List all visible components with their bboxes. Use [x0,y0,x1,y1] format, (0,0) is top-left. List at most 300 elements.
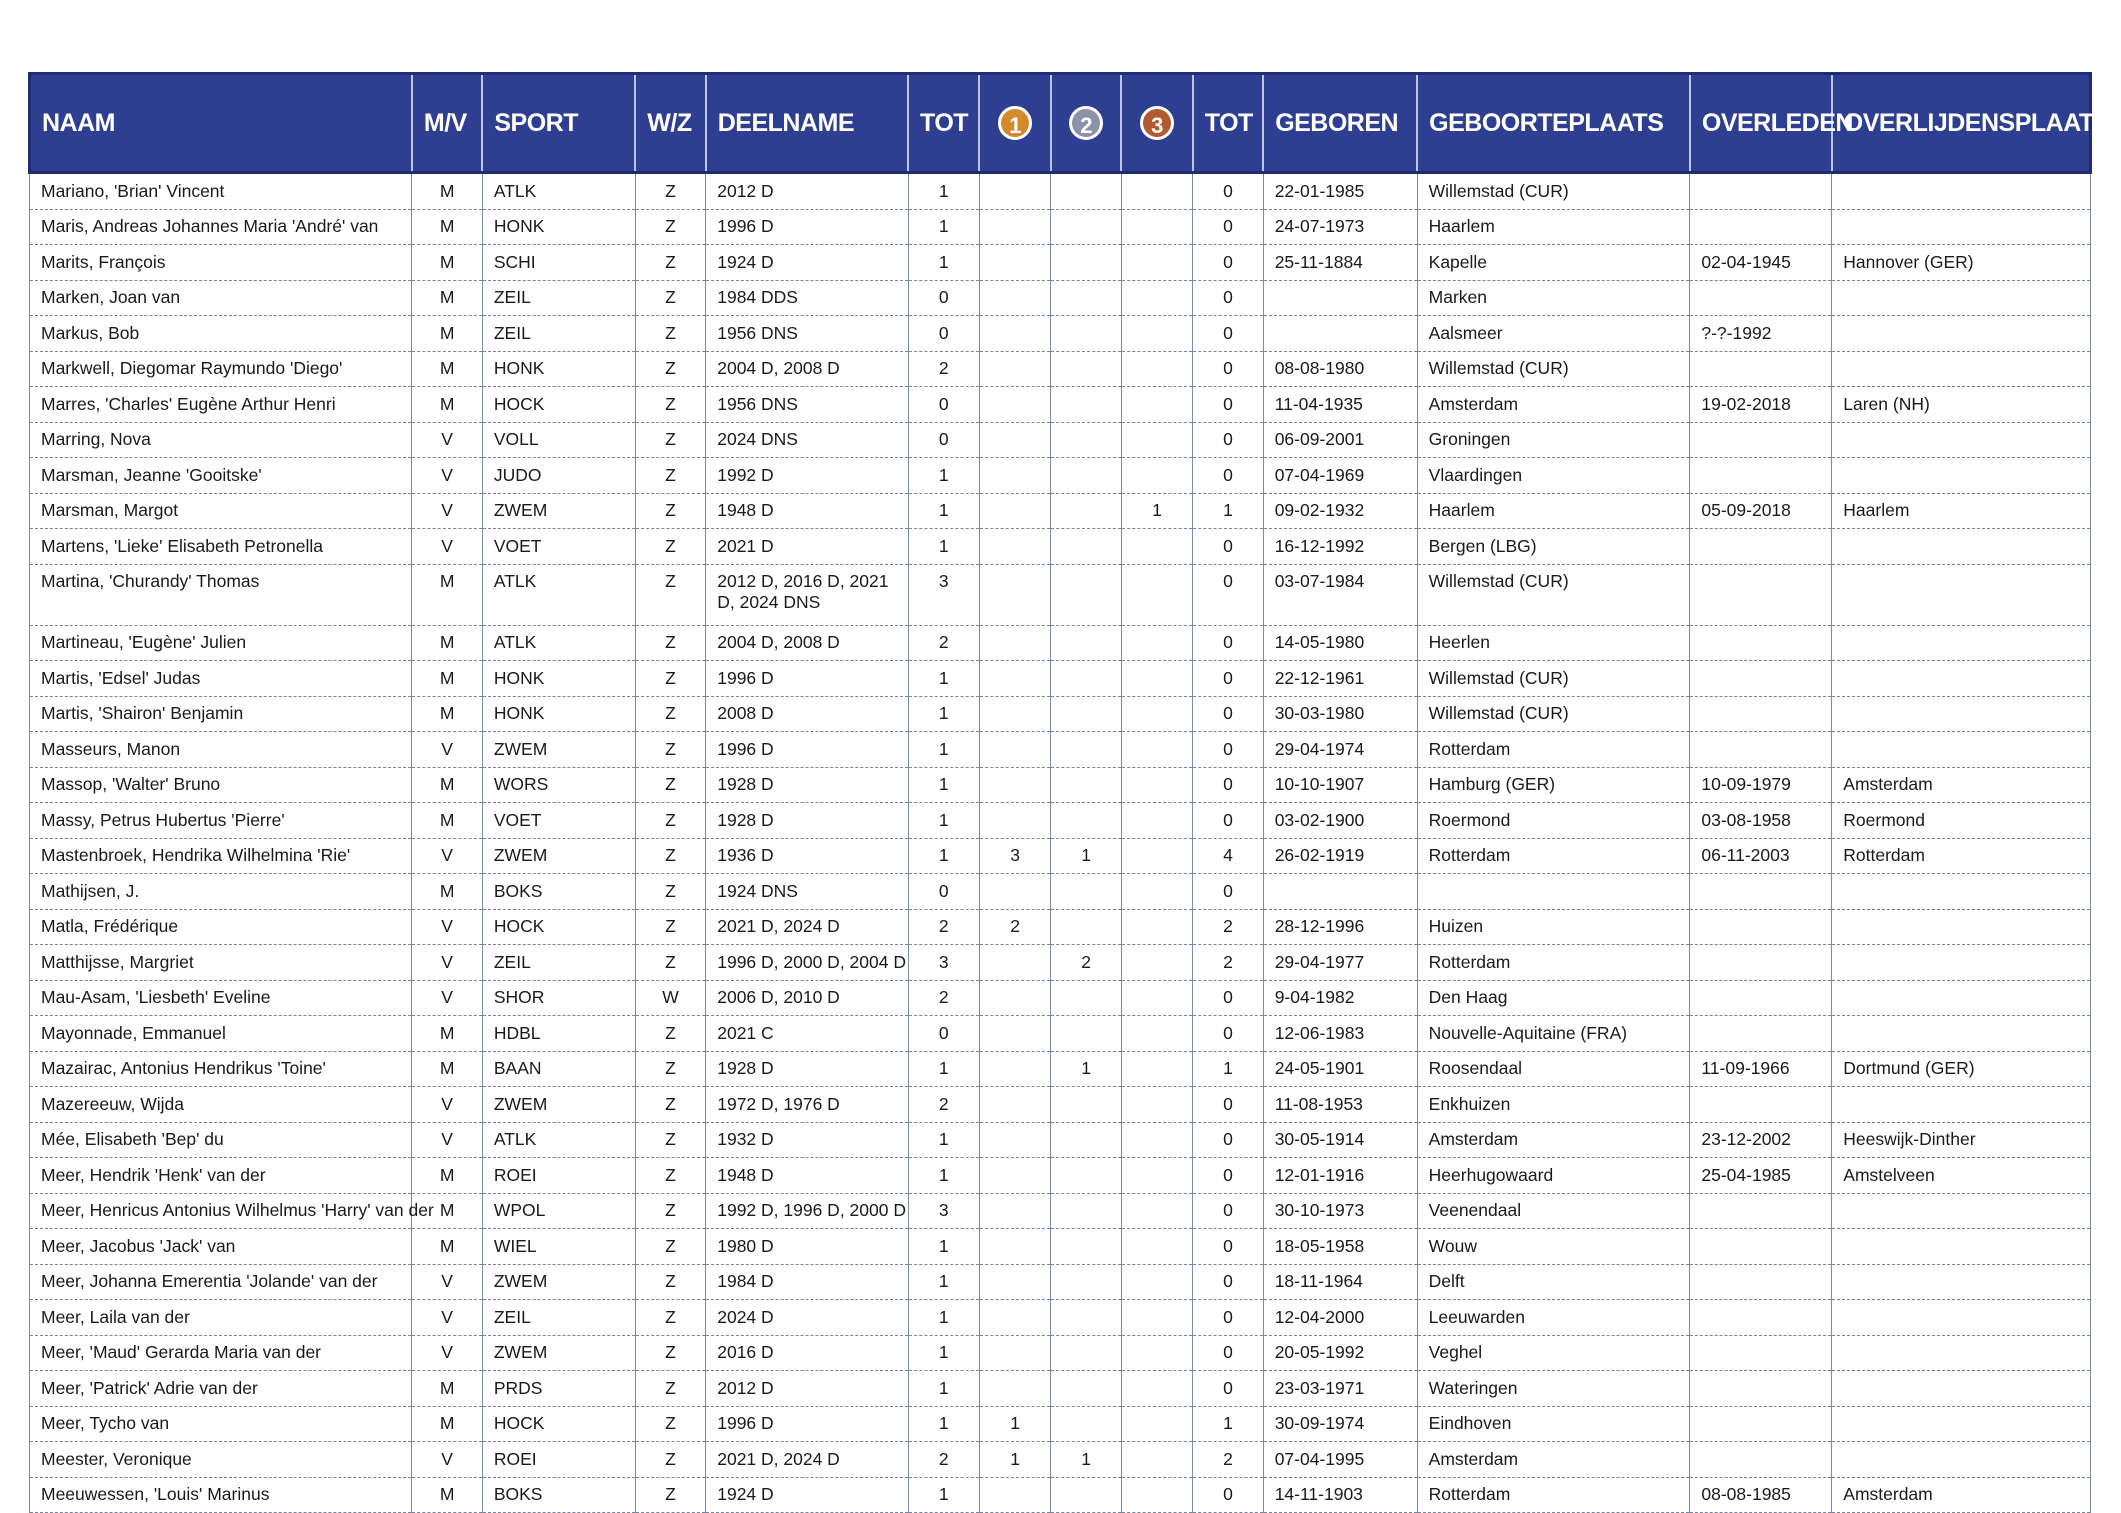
cell-geboorteplaats: Amsterdam [1417,1442,1690,1478]
cell-sport: ROEI [482,1442,635,1478]
cell-silver: 1 [1051,1051,1121,1087]
cell-silver [1051,1193,1121,1229]
cell-gold [979,1193,1050,1229]
olympians-table [28,72,2110,1513]
cell-naam: Marres, 'Charles' Eugène Arthur Henri [30,387,412,423]
cell-wz: Z [635,1264,705,1300]
cell-bronze [1121,803,1192,839]
cell-mv: M [412,209,482,245]
cell-bronze [1121,838,1192,874]
cell-silver [1051,422,1121,458]
cell-deelname: 2024 D [706,1300,908,1336]
cell-naam: Meer, Johanna Emerentia 'Jolande' van der [30,1264,412,1300]
cell-gold [979,1477,1050,1513]
cell-overlijdensplaats [1832,1406,2091,1442]
cell-geboorteplaats: Rotterdam [1417,838,1690,874]
cell-overlijdensplaats: Amstelveen [1832,1158,2091,1194]
cell-wz: Z [635,661,705,697]
cell-medal-tot: 0 [1193,173,1263,210]
cell-sport: ZEIL [482,316,635,352]
cell-tot: 1 [908,1229,979,1265]
cell-naam: Meer, 'Maud' Gerarda Maria van der [30,1335,412,1371]
table-row [30,1051,2091,1087]
cell-gold [979,280,1050,316]
cell-sport: HONK [482,351,635,387]
cell-deelname: 2021 C [706,1016,908,1052]
cell-overleden [1690,1016,1832,1052]
cell-overlijdensplaats [1832,280,2091,316]
cell-geboren: 25-11-1884 [1263,245,1417,281]
cell-overlijdensplaats [1832,529,2091,565]
cell-overlijdensplaats [1832,1264,2091,1300]
cell-gold [979,351,1050,387]
cell-sport: HDBL [482,1016,635,1052]
cell-sport: ATLK [482,564,635,625]
cell-overleden [1690,1087,1832,1123]
cell-naam: Meer, Hendrik 'Henk' van der [30,1158,412,1194]
cell-mv: M [412,1477,482,1513]
cell-deelname: 2006 D, 2010 D [706,980,908,1016]
table-body [30,173,2091,1513]
cell-geboorteplaats: Rotterdam [1417,945,1690,981]
cell-tot: 0 [908,1016,979,1052]
cell-deelname: 2012 D [706,1371,908,1407]
cell-bronze [1121,173,1192,210]
cell-geboorteplaats: Hamburg (GER) [1417,767,1690,803]
cell-mv: M [412,1229,482,1265]
cell-tot: 2 [908,980,979,1016]
cell-silver [1051,625,1121,661]
cell-overleden: 03-08-1958 [1690,803,1832,839]
cell-deelname: 1936 D [706,838,908,874]
cell-gold [979,458,1050,494]
cell-medal-tot: 0 [1193,1300,1263,1336]
cell-geboorteplaats: Willemstad (CUR) [1417,351,1690,387]
cell-deelname: 1948 D [706,1158,908,1194]
cell-geboren: 18-05-1958 [1263,1229,1417,1265]
cell-mv: M [412,661,482,697]
cell-naam: Markwell, Diegomar Raymundo 'Diego' [30,351,412,387]
cell-bronze [1121,696,1192,732]
cell-medal-tot: 0 [1193,245,1263,281]
cell-gold [979,980,1050,1016]
cell-geboorteplaats: Aalsmeer [1417,316,1690,352]
cell-deelname: 1924 D [706,245,908,281]
cell-mv: V [412,1442,482,1478]
cell-deelname: 1984 DDS [706,280,908,316]
table-row [30,767,2091,803]
cell-overlijdensplaats [1832,564,2091,625]
cell-deelname: 2004 D, 2008 D [706,351,908,387]
cell-gold [979,732,1050,768]
cell-geboren: 08-08-1980 [1263,351,1417,387]
cell-overlijdensplaats [1832,945,2091,981]
cell-naam: Mée, Elisabeth 'Bep' du [30,1122,412,1158]
cell-wz: Z [635,351,705,387]
cell-medal-tot: 0 [1193,458,1263,494]
cell-medal-tot: 0 [1193,564,1263,625]
cell-bronze [1121,732,1192,768]
cell-sport: VOLL [482,422,635,458]
header-tot-participations: TOT [908,74,979,173]
header-geboorteplaats: GEBOORTEPLAATS [1417,74,1690,173]
cell-overlijdensplaats [1832,1300,2091,1336]
cell-bronze [1121,945,1192,981]
cell-mv: V [412,945,482,981]
cell-tot: 1 [908,696,979,732]
cell-gold [979,1016,1050,1052]
cell-tot: 1 [908,493,979,529]
cell-gold [979,1264,1050,1300]
cell-geboren: 26-02-1919 [1263,838,1417,874]
cell-geboren: 11-04-1935 [1263,387,1417,423]
cell-overlijdensplaats: Dortmund (GER) [1832,1051,2091,1087]
cell-naam: Martis, 'Shairon' Benjamin [30,696,412,732]
cell-sport: ZWEM [482,732,635,768]
cell-geboren: 30-10-1973 [1263,1193,1417,1229]
cell-deelname: 2021 D, 2024 D [706,1442,908,1478]
table-row [30,980,2091,1016]
cell-silver [1051,661,1121,697]
cell-geboren: 24-07-1973 [1263,209,1417,245]
cell-geboorteplaats: Kapelle [1417,245,1690,281]
header-row [30,74,2091,173]
cell-tot: 2 [908,625,979,661]
cell-wz: Z [635,1477,705,1513]
header-geboren: GEBOREN [1263,74,1417,173]
cell-wz: Z [635,458,705,494]
cell-silver [1051,874,1121,910]
cell-overlijdensplaats [1832,422,2091,458]
cell-overlijdensplaats: Heeswijk-Dinther [1832,1122,2091,1158]
cell-silver [1051,1264,1121,1300]
cell-sport: ZEIL [482,280,635,316]
cell-naam: Martis, 'Edsel' Judas [30,661,412,697]
cell-gold [979,1122,1050,1158]
gold-medal-icon: 1 [998,106,1032,140]
cell-sport: BOKS [482,1477,635,1513]
cell-gold [979,1229,1050,1265]
table-row [30,1264,2091,1300]
cell-mv: M [412,173,482,210]
cell-bronze [1121,529,1192,565]
cell-overleden [1690,732,1832,768]
cell-overleden: 06-11-2003 [1690,838,1832,874]
cell-geboorteplaats: Den Haag [1417,980,1690,1016]
cell-overleden [1690,529,1832,565]
cell-overlijdensplaats [1832,458,2091,494]
cell-tot: 1 [908,529,979,565]
cell-gold [979,316,1050,352]
cell-geboorteplaats: Willemstad (CUR) [1417,173,1690,210]
cell-silver [1051,458,1121,494]
cell-sport: ATLK [482,625,635,661]
cell-medal-tot: 0 [1193,209,1263,245]
cell-sport: WIEL [482,1229,635,1265]
cell-mv: M [412,803,482,839]
cell-tot: 1 [908,1051,979,1087]
cell-overleden: 10-09-1979 [1690,767,1832,803]
cell-overleden [1690,945,1832,981]
cell-naam: Massy, Petrus Hubertus 'Pierre' [30,803,412,839]
cell-overlijdensplaats: Rotterdam [1832,838,2091,874]
table-row [30,909,2091,945]
cell-overleden: 25-04-1985 [1690,1158,1832,1194]
cell-geboorteplaats: Bergen (LBG) [1417,529,1690,565]
cell-silver [1051,1406,1121,1442]
cell-tot: 1 [908,1477,979,1513]
cell-mv: V [412,1087,482,1123]
cell-bronze [1121,458,1192,494]
cell-geboren: 22-01-1985 [1263,173,1417,210]
cell-bronze [1121,1477,1192,1513]
header-silver [1051,74,1121,173]
cell-tot: 1 [908,1158,979,1194]
cell-deelname: 1984 D [706,1264,908,1300]
cell-geboorteplaats: Eindhoven [1417,1406,1690,1442]
cell-geboren: 29-04-1977 [1263,945,1417,981]
cell-wz: Z [635,493,705,529]
cell-tot: 1 [908,803,979,839]
cell-geboorteplaats: Roermond [1417,803,1690,839]
cell-deelname: 2012 D [706,173,908,210]
cell-wz: Z [635,209,705,245]
cell-deelname: 1996 D [706,661,908,697]
cell-silver [1051,1300,1121,1336]
cell-wz: Z [635,838,705,874]
header-sport: SPORT [482,74,635,173]
cell-geboren: 14-11-1903 [1263,1477,1417,1513]
cell-overlijdensplaats: Amsterdam [1832,767,2091,803]
cell-geboren: 07-04-1995 [1263,1442,1417,1478]
cell-gold [979,387,1050,423]
cell-tot: 1 [908,1371,979,1407]
table-row [30,1229,2091,1265]
table-row [30,625,2091,661]
cell-bronze [1121,1371,1192,1407]
cell-mv: V [412,980,482,1016]
cell-sport: WPOL [482,1193,635,1229]
cell-geboorteplaats: Huizen [1417,909,1690,945]
cell-overleden [1690,1300,1832,1336]
cell-medal-tot: 1 [1193,1051,1263,1087]
cell-medal-tot: 0 [1193,1158,1263,1194]
cell-mv: V [412,1122,482,1158]
cell-bronze [1121,1016,1192,1052]
cell-mv: M [412,696,482,732]
cell-geboren [1263,280,1417,316]
cell-deelname: 1992 D [706,458,908,494]
table-row [30,874,2091,910]
cell-geboren [1263,316,1417,352]
cell-medal-tot: 0 [1193,387,1263,423]
cell-tot: 1 [908,245,979,281]
cell-mv: V [412,422,482,458]
cell-overlijdensplaats [1832,980,2091,1016]
cell-bronze [1121,1158,1192,1194]
table-row [30,1122,2091,1158]
cell-overleden [1690,1371,1832,1407]
cell-wz: Z [635,173,705,210]
cell-geboorteplaats: Groningen [1417,422,1690,458]
cell-sport: ZWEM [482,1264,635,1300]
cell-tot: 2 [908,1087,979,1123]
cell-tot: 3 [908,1193,979,1229]
table-row [30,732,2091,768]
header-wz: W/Z [635,74,705,173]
cell-mv: M [412,1371,482,1407]
table-row [30,458,2091,494]
cell-deelname: 1956 DNS [706,316,908,352]
cell-geboren: 9-04-1982 [1263,980,1417,1016]
table-row [30,1406,2091,1442]
cell-wz: Z [635,945,705,981]
cell-wz: Z [635,1087,705,1123]
cell-overleden [1690,661,1832,697]
cell-gold [979,529,1050,565]
cell-tot: 1 [908,173,979,210]
cell-wz: Z [635,1229,705,1265]
cell-deelname: 1980 D [706,1229,908,1265]
cell-mv: M [412,874,482,910]
cell-deelname: 1948 D [706,493,908,529]
cell-gold: 1 [979,1406,1050,1442]
table-row [30,1371,2091,1407]
table-row [30,316,2091,352]
cell-naam: Markus, Bob [30,316,412,352]
cell-sport: ATLK [482,173,635,210]
cell-overleden [1690,458,1832,494]
cell-overlijdensplaats [1832,732,2091,768]
cell-medal-tot: 2 [1193,1442,1263,1478]
cell-deelname: 1992 D, 1996 D, 2000 D [706,1193,908,1229]
cell-deelname: 2021 D, 2024 D [706,909,908,945]
cell-gold [979,1335,1050,1371]
cell-geboren: 07-04-1969 [1263,458,1417,494]
cell-bronze [1121,1406,1192,1442]
cell-bronze [1121,1051,1192,1087]
cell-silver [1051,1158,1121,1194]
table-row [30,1300,2091,1336]
cell-medal-tot: 4 [1193,838,1263,874]
cell-geboren: 22-12-1961 [1263,661,1417,697]
cell-wz: Z [635,1406,705,1442]
cell-geboren: 20-05-1992 [1263,1335,1417,1371]
cell-silver [1051,1016,1121,1052]
cell-wz: Z [635,732,705,768]
cell-geboren: 12-01-1916 [1263,1158,1417,1194]
cell-medal-tot: 0 [1193,661,1263,697]
cell-overleden [1690,1406,1832,1442]
cell-medal-tot: 0 [1193,1087,1263,1123]
cell-deelname: 1932 D [706,1122,908,1158]
header-naam: NAAM [30,74,412,173]
table-row [30,209,2091,245]
cell-gold [979,767,1050,803]
cell-bronze [1121,767,1192,803]
cell-geboren: 24-05-1901 [1263,1051,1417,1087]
cell-geboorteplaats: Marken [1417,280,1690,316]
cell-silver [1051,1087,1121,1123]
cell-naam: Meer, Henricus Antonius Wilhelmus 'Harry' van der [30,1193,412,1229]
cell-overlijdensplaats: Roermond [1832,803,2091,839]
cell-overlijdensplaats [1832,1371,2091,1407]
cell-bronze [1121,1335,1192,1371]
cell-gold [979,1300,1050,1336]
cell-tot: 1 [908,767,979,803]
cell-bronze [1121,209,1192,245]
cell-geboorteplaats: Leeuwarden [1417,1300,1690,1336]
cell-medal-tot: 0 [1193,1193,1263,1229]
cell-tot: 2 [908,351,979,387]
cell-deelname: 2024 DNS [706,422,908,458]
cell-tot: 1 [908,838,979,874]
cell-mv: M [412,1406,482,1442]
cell-naam: Mariano, 'Brian' Vincent [30,173,412,210]
cell-overlijdensplaats [1832,696,2091,732]
cell-gold: 1 [979,1442,1050,1478]
table-row [30,351,2091,387]
cell-geboren: 16-12-1992 [1263,529,1417,565]
cell-sport: ZEIL [482,1300,635,1336]
cell-bronze [1121,316,1192,352]
cell-silver: 2 [1051,945,1121,981]
cell-deelname: 1972 D, 1976 D [706,1087,908,1123]
cell-deelname: 2008 D [706,696,908,732]
cell-sport: JUDO [482,458,635,494]
cell-gold [979,422,1050,458]
cell-overleden [1690,351,1832,387]
cell-medal-tot: 0 [1193,696,1263,732]
cell-tot: 2 [908,1442,979,1478]
cell-overleden: 05-09-2018 [1690,493,1832,529]
cell-gold [979,945,1050,981]
table-row [30,245,2091,281]
table-row [30,1193,2091,1229]
cell-overleden: 23-12-2002 [1690,1122,1832,1158]
cell-naam: Meer, Tycho van [30,1406,412,1442]
cell-tot: 1 [908,209,979,245]
cell-overleden [1690,625,1832,661]
cell-silver [1051,245,1121,281]
cell-overleden [1690,1335,1832,1371]
cell-geboren [1263,874,1417,910]
cell-silver [1051,351,1121,387]
cell-medal-tot: 0 [1193,1264,1263,1300]
cell-geboorteplaats: Willemstad (CUR) [1417,661,1690,697]
cell-medal-tot: 0 [1193,316,1263,352]
cell-medal-tot: 2 [1193,945,1263,981]
cell-gold [979,1371,1050,1407]
cell-mv: M [412,1051,482,1087]
cell-bronze [1121,387,1192,423]
cell-geboren: 09-02-1932 [1263,493,1417,529]
cell-geboorteplaats: Willemstad (CUR) [1417,696,1690,732]
cell-overlijdensplaats [1832,1335,2091,1371]
cell-tot: 0 [908,280,979,316]
cell-overlijdensplaats: Haarlem [1832,493,2091,529]
header-tot-medals: TOT [1193,74,1263,173]
cell-overleden [1690,1193,1832,1229]
table-row [30,493,2091,529]
cell-mv: V [412,1335,482,1371]
cell-overleden: 11-09-1966 [1690,1051,1832,1087]
cell-overlijdensplaats: Hannover (GER) [1832,245,2091,281]
cell-gold [979,209,1050,245]
cell-gold [979,1158,1050,1194]
cell-wz: Z [635,1051,705,1087]
cell-geboorteplaats: Veenendaal [1417,1193,1690,1229]
